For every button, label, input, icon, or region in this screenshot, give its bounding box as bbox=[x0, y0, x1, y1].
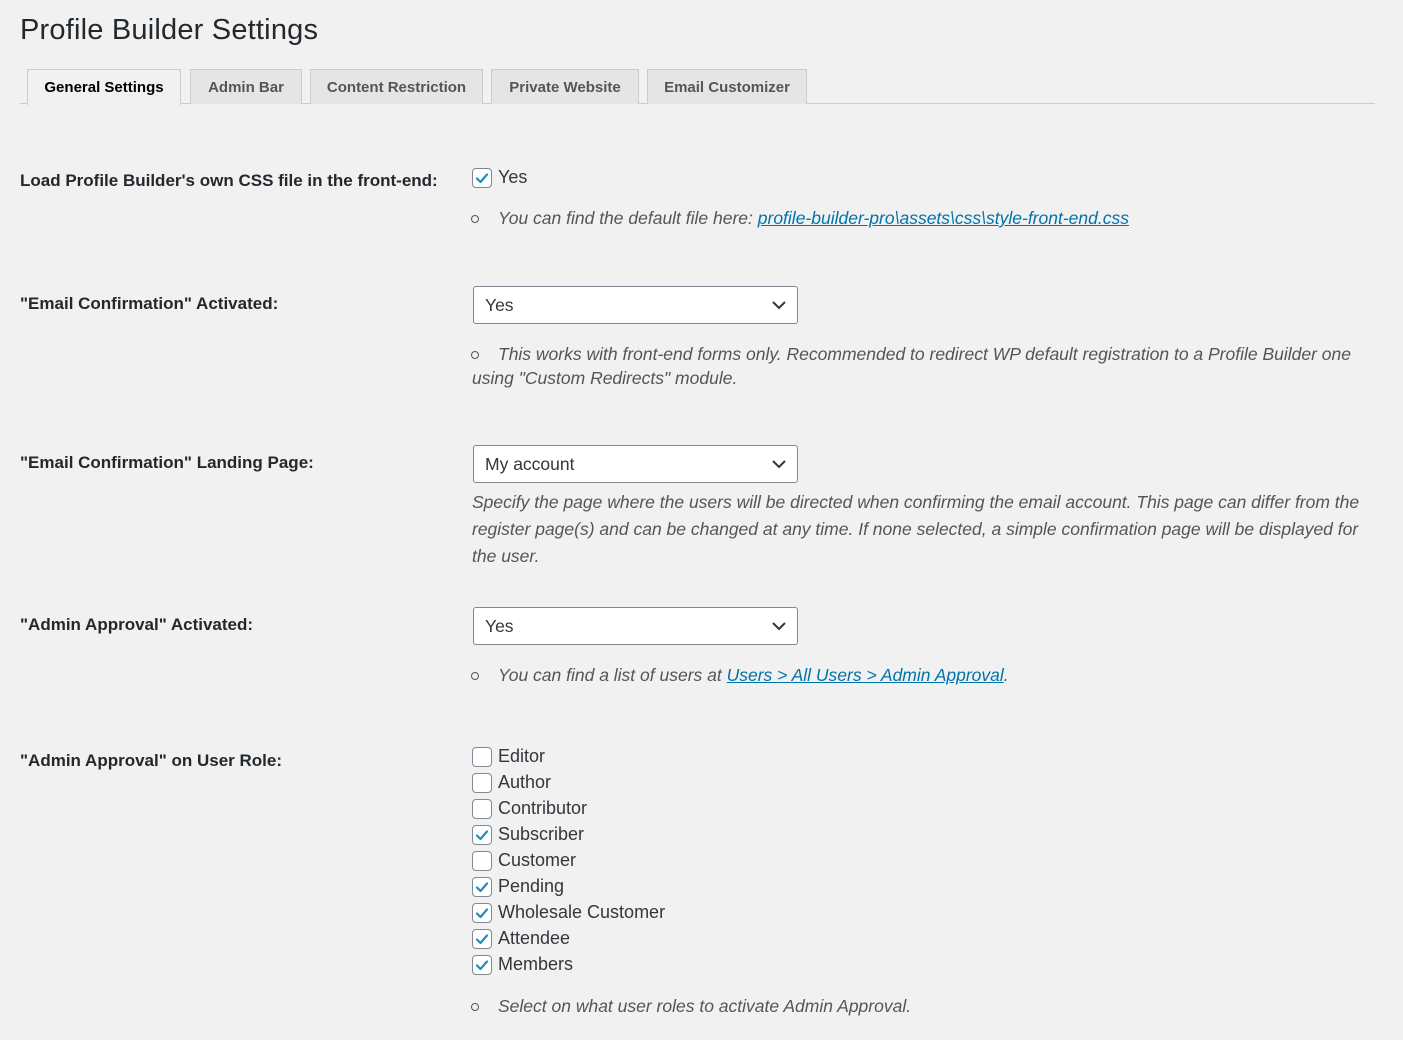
landing-page-value: My account bbox=[485, 453, 575, 474]
landing-page-desc-line2: register page(s) and can be changed at any time. If none selected, a simple confirmation page will be displayed for bbox=[472, 519, 1359, 539]
chevron-down-icon bbox=[771, 620, 787, 632]
admin-approval-desc-suffix: . bbox=[1003, 665, 1009, 685]
css-setting-label: Load Profile Builder's own CSS file in the front-end: bbox=[20, 171, 438, 190]
role-pending-label: Pending bbox=[498, 876, 565, 896]
landing-page-label: "Email Confirmation" Landing Page: bbox=[20, 453, 314, 472]
css-file-link[interactable]: profile-builder-pro\assets\css\style-front-end.css bbox=[757, 208, 1129, 228]
css-yes-checkbox[interactable] bbox=[472, 168, 492, 188]
email-confirmation-label: "Email Confirmation" Activated: bbox=[20, 294, 279, 313]
role-subscriber-checkbox[interactable] bbox=[472, 825, 492, 845]
role-customer-label: Customer bbox=[498, 850, 577, 870]
bullet-icon bbox=[471, 351, 479, 359]
checkmark-icon bbox=[474, 905, 490, 921]
checkmark-icon bbox=[474, 957, 490, 973]
role-contributor-checkbox[interactable] bbox=[472, 799, 492, 819]
role-author-label: Author bbox=[498, 772, 552, 792]
page-title: Profile Builder Settings bbox=[20, 14, 319, 46]
admin-approval-desc-text: You can find a list of users at bbox=[498, 665, 727, 685]
email-confirmation-value: Yes bbox=[485, 294, 514, 315]
role-customer-checkbox[interactable] bbox=[472, 851, 492, 871]
admin-approval-value: Yes bbox=[485, 615, 514, 636]
admin-approval-select[interactable] bbox=[473, 607, 798, 645]
role-attendee-checkbox[interactable] bbox=[472, 929, 492, 949]
user-role-label: "Admin Approval" on User Role: bbox=[20, 751, 283, 770]
chevron-down-icon bbox=[771, 458, 787, 470]
bullet-icon bbox=[471, 1003, 479, 1011]
tab-content-restriction[interactable]: Content Restriction bbox=[310, 69, 483, 104]
bullet-icon bbox=[471, 215, 479, 223]
landing-page-desc-line1: Specify the page where the users will be directed when confirming the email account. This page can differ from the bbox=[472, 492, 1360, 512]
chevron-down-icon bbox=[771, 299, 787, 311]
bullet-icon bbox=[471, 672, 479, 680]
css-description-text: You can find the default file here: bbox=[498, 208, 758, 228]
landing-page-desc-line3: the user. bbox=[472, 546, 540, 566]
user-roles-description: Select on what user roles to activate Admin Approval. bbox=[498, 996, 912, 1016]
admin-approval-link[interactable]: Users > All Users > Admin Approval bbox=[726, 665, 1004, 685]
email-confirmation-desc-line2: using "Custom Redirects" module. bbox=[472, 368, 738, 388]
tab-email-customizer[interactable]: Email Customizer bbox=[647, 69, 807, 104]
admin-approval-label: "Admin Approval" Activated: bbox=[20, 615, 254, 634]
role-pending-checkbox[interactable] bbox=[472, 877, 492, 897]
email-confirmation-desc-line1: This works with front-end forms only. Recommended to redirect WP default registration to a Profile Builder one bbox=[498, 344, 1352, 364]
tab-private-website[interactable]: Private Website bbox=[491, 69, 639, 104]
tab-admin-bar[interactable]: Admin Bar bbox=[190, 69, 302, 104]
settings-tabs bbox=[20, 69, 1375, 104]
role-wholesale-customer-label: Wholesale Customer bbox=[498, 902, 666, 922]
checkmark-icon bbox=[474, 170, 490, 186]
role-members-label: Members bbox=[498, 954, 574, 974]
role-editor-label: Editor bbox=[498, 746, 546, 766]
css-description bbox=[498, 206, 1129, 230]
role-contributor-label: Contributor bbox=[498, 798, 588, 818]
role-wholesale-customer-checkbox[interactable] bbox=[472, 903, 492, 923]
role-members-checkbox[interactable] bbox=[472, 955, 492, 975]
tab-general-settings[interactable]: General Settings bbox=[27, 69, 181, 105]
role-editor-checkbox[interactable] bbox=[472, 747, 492, 767]
role-attendee-label: Attendee bbox=[498, 928, 571, 948]
checkmark-icon bbox=[474, 827, 490, 843]
checkmark-icon bbox=[474, 931, 490, 947]
role-subscriber-label: Subscriber bbox=[498, 824, 585, 844]
landing-page-select[interactable] bbox=[473, 445, 798, 483]
admin-approval-description bbox=[498, 663, 1009, 687]
role-author-checkbox[interactable] bbox=[472, 773, 492, 793]
css-yes-label: Yes bbox=[498, 167, 528, 187]
email-confirmation-select[interactable] bbox=[473, 286, 798, 324]
checkmark-icon bbox=[474, 879, 490, 895]
